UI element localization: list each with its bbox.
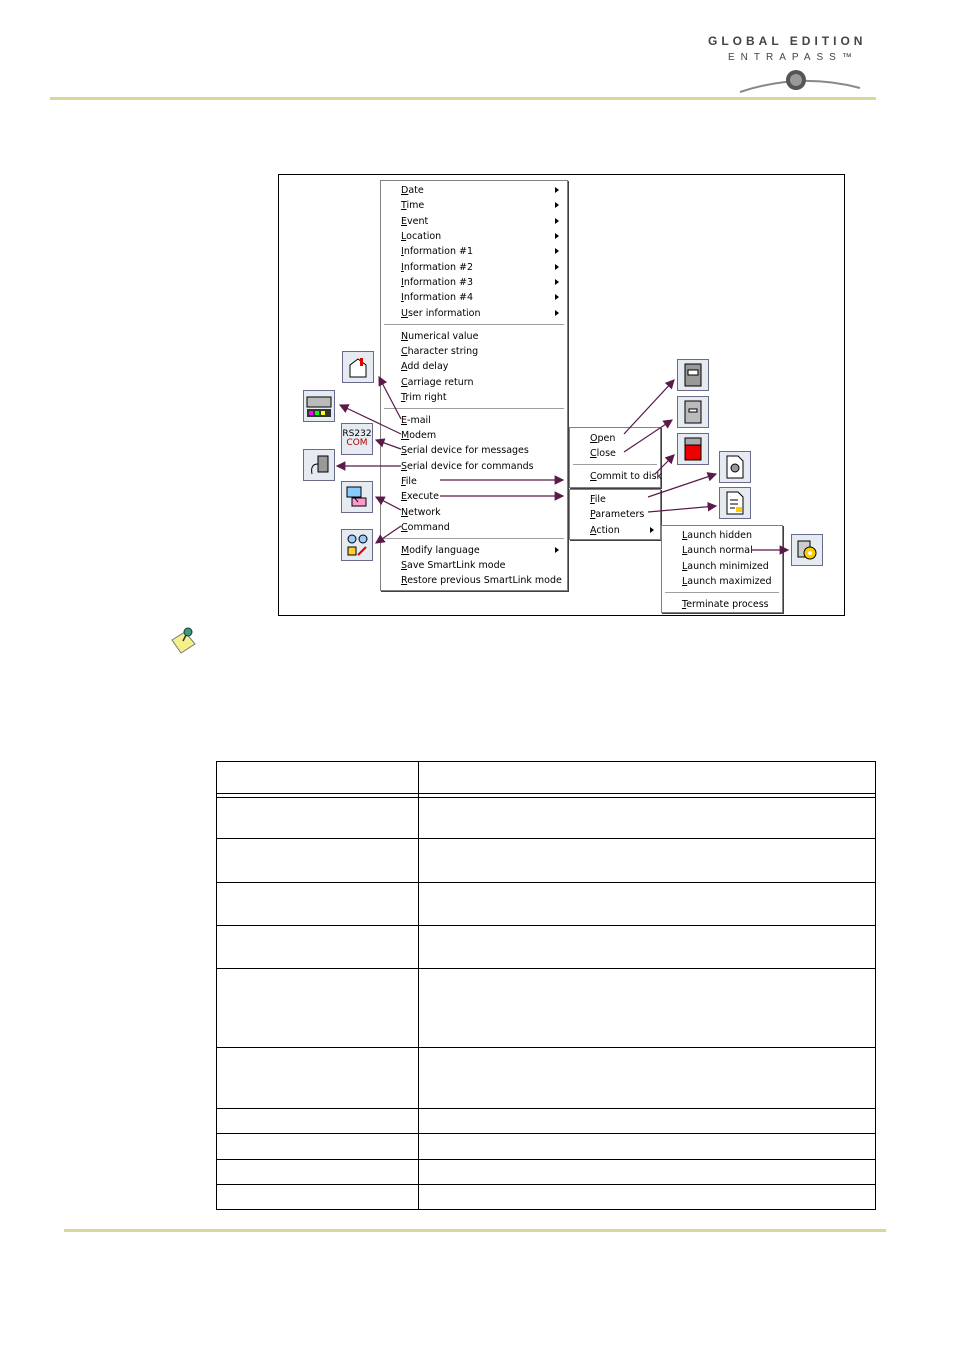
menu-item-modem[interactable]: Modem <box>401 430 437 441</box>
com-label: COM <box>346 438 368 448</box>
menu-item-trim-right[interactable]: Trim right <box>401 392 447 403</box>
table-cell <box>217 798 419 839</box>
menu-item-location[interactable]: Location <box>401 231 442 242</box>
table-row <box>217 839 876 883</box>
table-row <box>217 1134 876 1160</box>
table-cell <box>217 1185 419 1210</box>
table-row <box>217 798 876 839</box>
menu-item-email[interactable]: E-mail <box>401 415 431 426</box>
menu-item-numerical-value[interactable]: Numerical value <box>401 331 479 342</box>
table-row <box>217 969 876 1048</box>
table-row <box>217 926 876 969</box>
menu-item-information-1[interactable]: Information #1 <box>401 246 474 257</box>
arrow-close <box>624 420 672 452</box>
menu-item-execute-file[interactable]: File <box>590 494 606 505</box>
logo-title: GLOBAL EDITION <box>708 34 867 48</box>
menu-item-add-delay[interactable]: Add delay <box>401 361 449 372</box>
arrow-open <box>624 380 674 434</box>
arrow-params <box>648 506 716 512</box>
table-header-row <box>217 762 876 794</box>
table-cell <box>217 762 419 794</box>
arrow-serial-messages <box>376 440 401 449</box>
data-table <box>216 761 876 1210</box>
menu-item-launch-maximized[interactable]: Launch maximized <box>682 576 772 587</box>
menu-item-carriage-return[interactable]: Carriage return <box>401 377 474 388</box>
rs232-label: RS232 <box>342 429 372 439</box>
table-row <box>217 1048 876 1109</box>
menu-item-execute[interactable]: Execute <box>401 491 440 502</box>
arrow-network <box>376 497 401 510</box>
menu-item-launch-normal[interactable]: Launch normal <box>682 545 753 556</box>
table-cell <box>419 1134 876 1160</box>
menu-item-event[interactable]: Event <box>401 216 429 227</box>
menu-item-open[interactable]: Open <box>590 433 616 444</box>
menu-item-action[interactable]: Action <box>590 525 620 536</box>
menu-item-launch-minimized[interactable]: Launch minimized <box>682 561 769 572</box>
menu-item-time[interactable]: Time <box>401 200 425 211</box>
arrow-exec-file <box>648 474 716 497</box>
table-cell <box>419 839 876 883</box>
table-cell <box>217 1134 419 1160</box>
arrow-command <box>376 526 401 543</box>
table-cell <box>217 1048 419 1109</box>
table-cell <box>419 926 876 969</box>
menu-item-information-3[interactable]: Information #3 <box>401 277 474 288</box>
table-row <box>217 1160 876 1185</box>
table-cell <box>419 1109 876 1134</box>
table-cell <box>419 1048 876 1109</box>
menu-item-commit-to-disk[interactable]: Commit to disk <box>590 471 663 482</box>
menu-item-information-4[interactable]: Information #4 <box>401 292 474 303</box>
table-cell <box>419 1160 876 1185</box>
menu-item-network[interactable]: Network <box>401 507 441 518</box>
table-row <box>217 1185 876 1210</box>
table-cell <box>217 883 419 926</box>
menu-item-close[interactable]: Close <box>590 448 616 459</box>
menu-item-terminate-process[interactable]: Terminate process <box>682 599 769 610</box>
menu-item-serial-commands[interactable]: Serial device for commands <box>401 461 534 472</box>
table-cell <box>217 1160 419 1185</box>
table-cell <box>217 1109 419 1134</box>
menu-item-date[interactable]: Date <box>401 185 424 196</box>
table-cell <box>217 926 419 969</box>
menu-item-modify-language[interactable]: Modify language <box>401 545 480 556</box>
footer-rule <box>64 1229 886 1232</box>
menu-item-user-information[interactable]: User information <box>401 308 481 319</box>
menu-item-restore-smartlink[interactable]: Restore previous SmartLink mode <box>401 575 562 586</box>
table-cell <box>419 1185 876 1210</box>
table-cell <box>419 798 876 839</box>
arrow-commit <box>655 455 674 474</box>
arrow-modem <box>340 405 401 434</box>
table-cell <box>419 969 876 1048</box>
note-pushpin-icon <box>169 626 199 656</box>
table-row <box>217 1109 876 1134</box>
logo-subtitle: ENTRAPASS™ <box>728 52 858 63</box>
table-cell <box>419 883 876 926</box>
table-row <box>217 883 876 926</box>
menu-item-launch-hidden[interactable]: Launch hidden <box>682 530 753 541</box>
menu-item-file[interactable]: File <box>401 476 417 487</box>
arrow-email <box>379 377 401 419</box>
menu-item-serial-messages[interactable]: Serial device for messages <box>401 445 529 456</box>
table-cell <box>217 969 419 1048</box>
table-cell <box>419 762 876 794</box>
menu-item-character-string[interactable]: Character string <box>401 346 479 357</box>
menu-item-parameters[interactable]: Parameters <box>590 509 645 520</box>
menu-item-command[interactable]: Command <box>401 522 450 533</box>
menu-item-save-smartlink[interactable]: Save SmartLink mode <box>401 560 506 571</box>
menu-item-information-2[interactable]: Information #2 <box>401 262 474 273</box>
table-cell <box>217 839 419 883</box>
